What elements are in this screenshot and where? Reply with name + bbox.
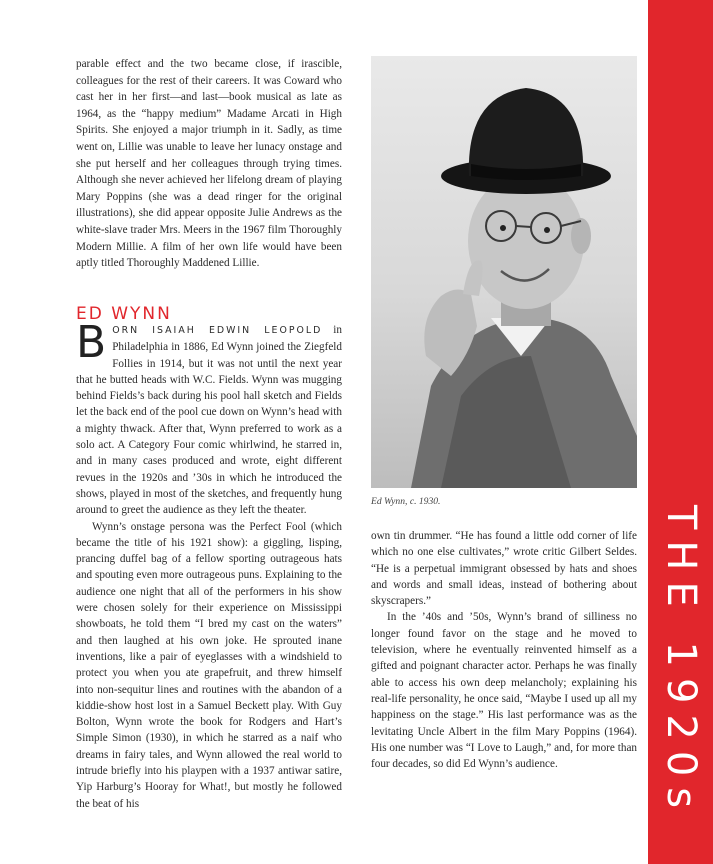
chapter-sidebar xyxy=(648,0,713,864)
right-paragraph-1: own tin drummer. “He has found a little odd corner of life which no one else cultivates,” wrote critic Gilbert Seldes. “He is a perpetual immigrant obsessed by hats and shoes and words and small ideas, instead of bothering about skyscrapers.” xyxy=(371,530,637,608)
right-paragraph-2: In the ’40s and ’50s, Wynn’s brand of silliness no longer found favor on the stage and he moved to television, where he eventually reinvented himself as a gifted and poignant character actor. Perhaps he was finally able to access his own deep melancholy; explaining his real-life personality, he once said, “Maybe I used up all my happiness on the stage.” His last performance was as the levitating Uncle Albert in the film Mary Poppins (1964). His one number was “I Love to Laugh,” and, for more than four decades, so did Ed Wynn’s audience. xyxy=(371,611,637,771)
intro-paragraph: parable effect and the two became close, if irascible, colleagues for the rest of their careers. It was Coward who cast her in her first—and last—book musical as late as 1964, as the “happy medium” Madame Arcati in High Spirits. She enjoyed a major triumph in it. Sadly, as time went on, Lillie was unable to leave her lunacy onstage and she put herself and her colleagues through trying times. Although she never achieved her lifelong dream of playing Mary Poppins (she was a dead ringer for the original illustrations), she did appear opposite Julie Andrews as the white-slave trader Mrs. Meers in the 1967 film Thoroughly Modern Millie. A film of her own life would have been aptly titled Thoroughly Maddened Lillie. xyxy=(76,58,342,270)
bio-column xyxy=(76,317,342,812)
drop-cap: B xyxy=(76,317,107,368)
section-heading: ED WYNN xyxy=(76,304,172,325)
chapter-title: THE 1920s xyxy=(658,505,704,820)
bio-paragraph-1-text: in Philadelphia in 1886, Ed Wynn joined the Ziegfeld Follies in 1914, but it was not until the next year that he butted heads with W.C. Fields. Wynn was mugging behind Fields’s back during his pool hall sketch and Fields let the back end of the pool cue down on Wynn’s head with a mighty thwack. After that, Wynn preferred to work as a solo act. A Category Four comic whirlwind, he starred in, and in many cases produced and wrote, eight different revues in the 1920s and ’30s in which he introduced the shows, played in most of the sketches, and frequently hung around to greet the audience as they left the theater. xyxy=(76,324,342,517)
bio-paragraph-1 xyxy=(76,317,342,519)
right-column xyxy=(371,528,637,772)
photo-caption: Ed Wynn, c. 1930. xyxy=(371,496,441,507)
ed-wynn-photo xyxy=(371,56,637,488)
lead-smallcaps: ORN ISAIAH EDWIN LEOPOLD xyxy=(112,325,323,336)
intro-column xyxy=(76,56,342,272)
portrait-illustration xyxy=(371,56,637,488)
bio-paragraph-2: Wynn’s onstage persona was the Perfect Fool (which became the title of his 1921 show): a giggling, lisping, prancing duffel bag of a fellow sporting outrageous hats and spouting even more outrageous puns. Explaining to the audience one night that all of the performers in his show were chosen solely for their experience on Mississippi showboats, he told them “I bred my cast on the waters” and then laughed at his own joke. He sprouted inane inventions, like a pair of eyeglasses with a windshield to protect you when you ate grapefruit, and threw himself into non-sequitur lines and routines with the abandon of a kiddie-show host lost in a Samuel Beckett play. With Guy Bolton, Wynn wrote the book for Rodgers and Hart’s Simple Simon (1930), in which he starred as a naif who dreams in fairy tales, and Wynn allowed the real world to intrude briefly into his playpen with a 1937 antiwar satire, Yip Harburg’s Hooray for What!, but mostly he followed the beat of his xyxy=(76,520,342,810)
